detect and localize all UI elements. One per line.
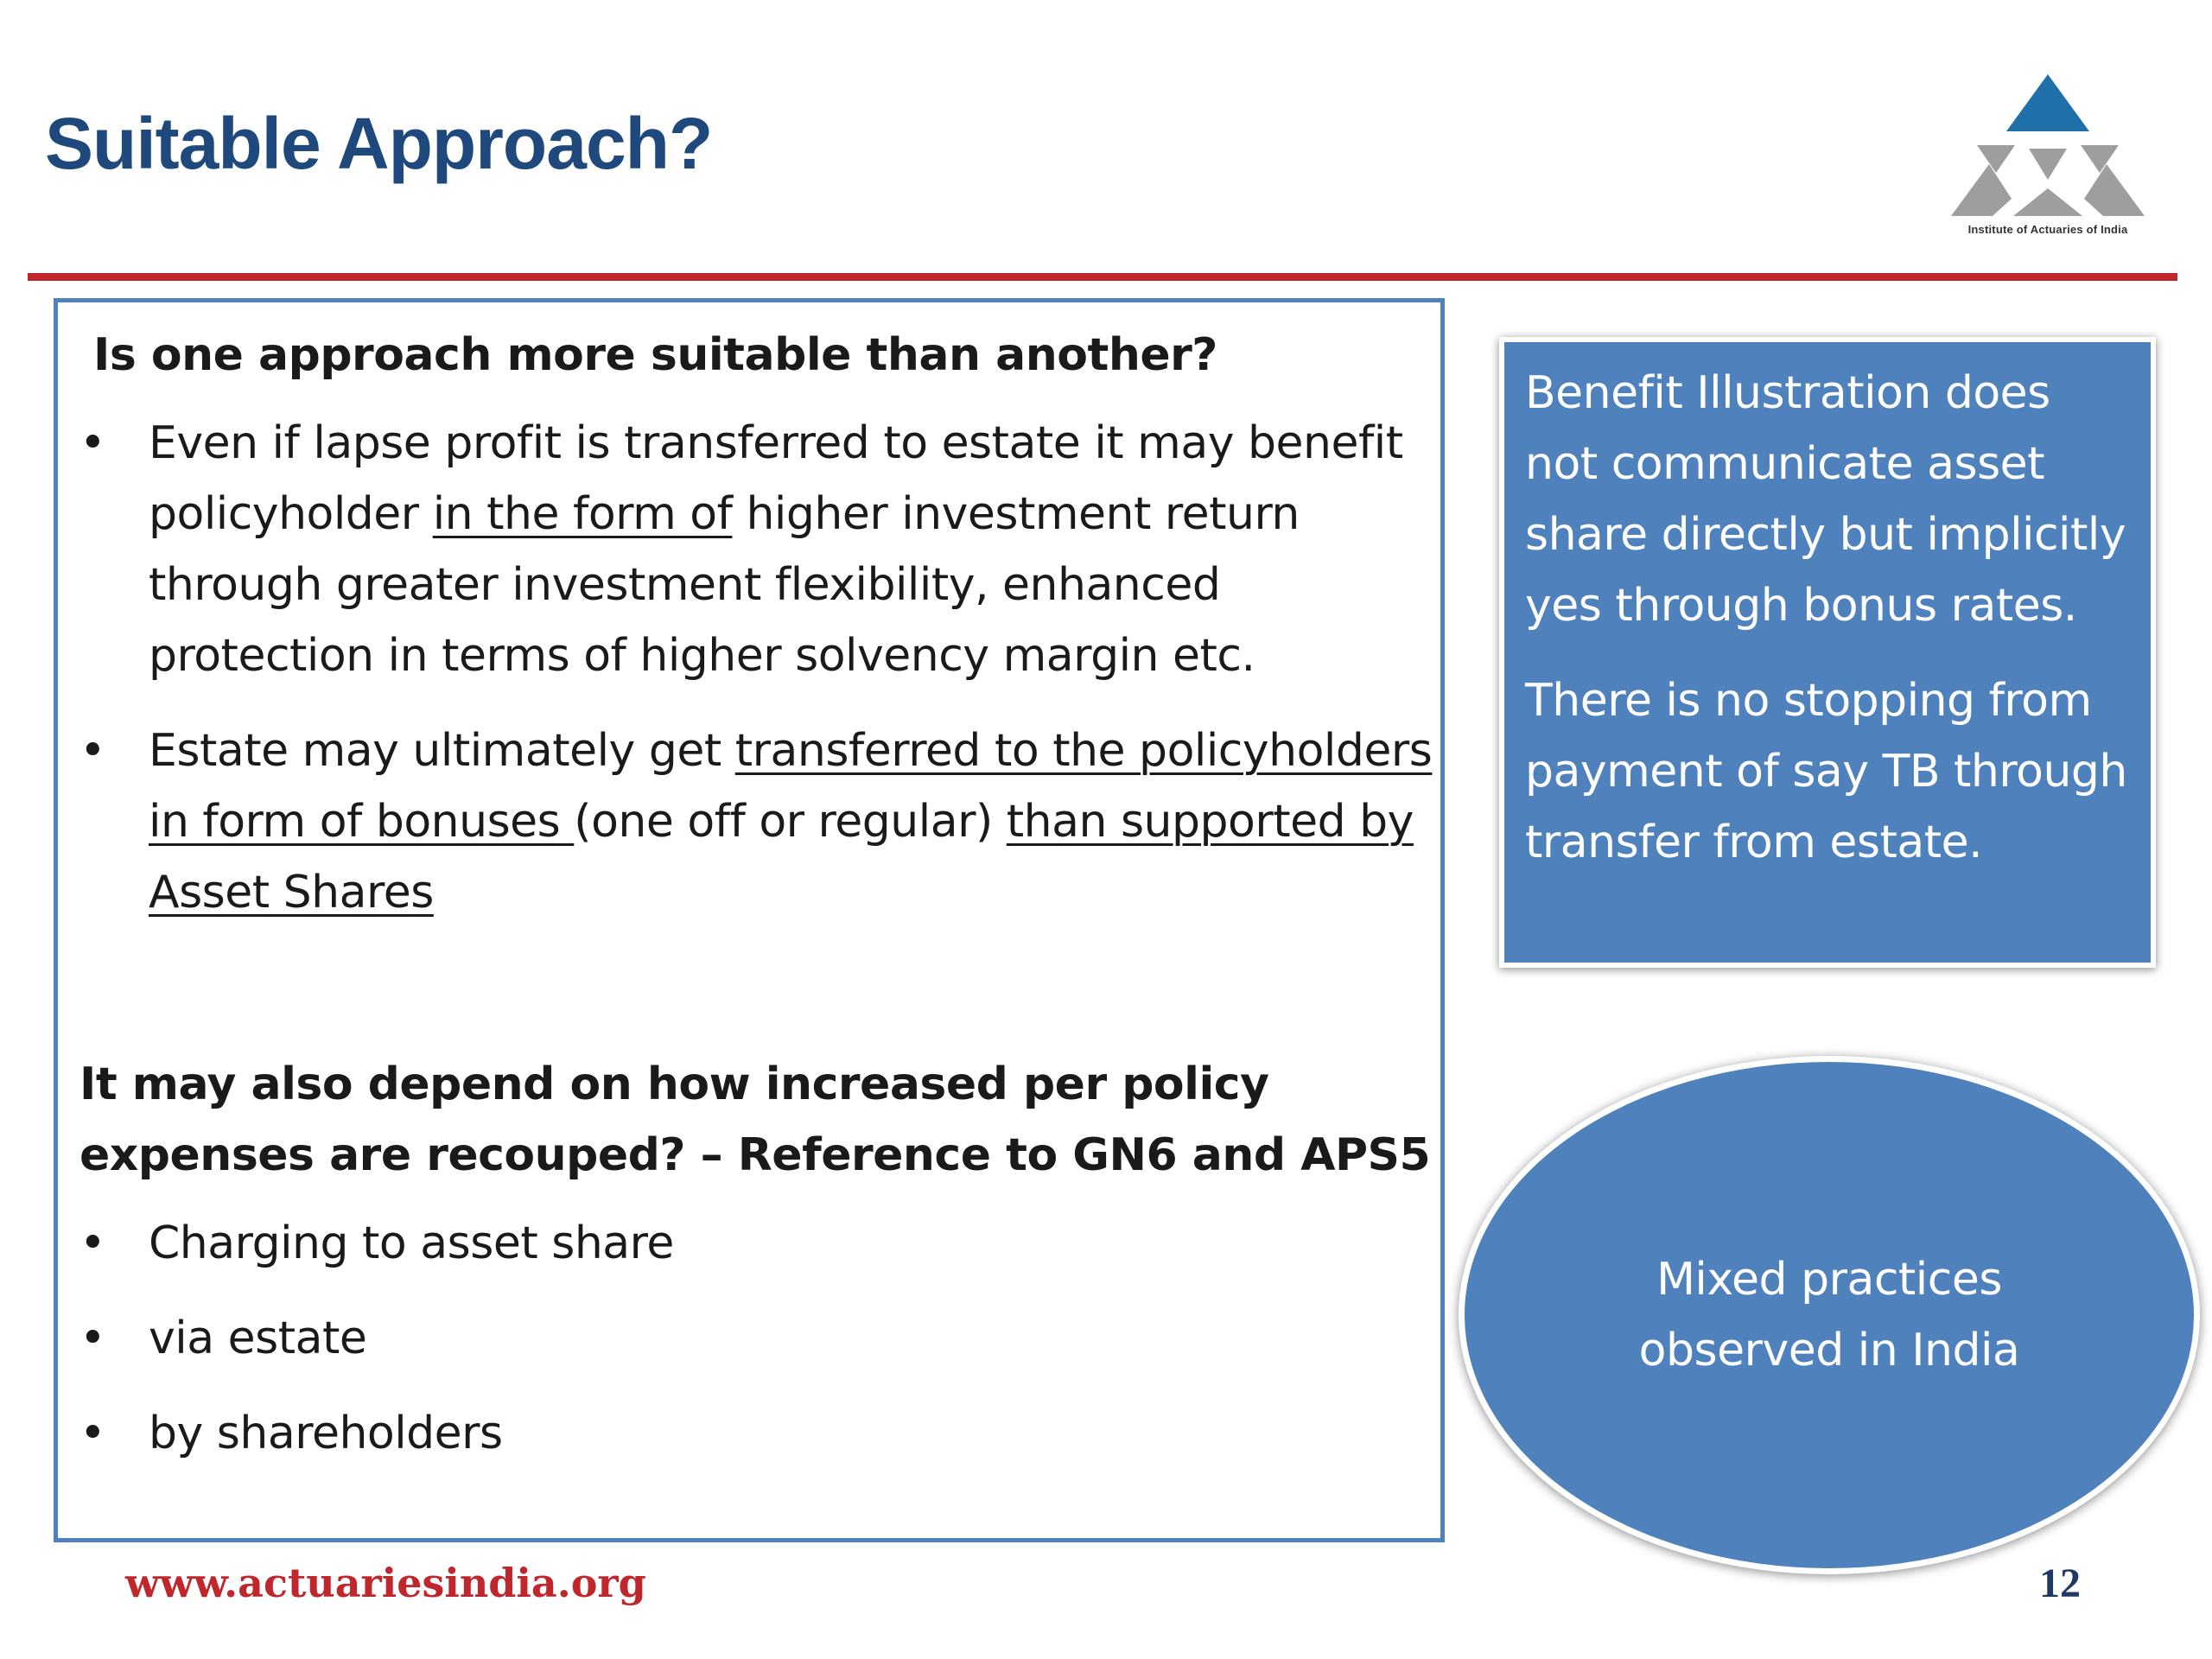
underlined-text: transferred to the policyholders in form of bonuses — [149, 725, 1433, 848]
approach-bullets — [79, 408, 1436, 928]
bullet-estate-transfer — [79, 715, 1436, 928]
mixed-practices-ellipse — [1459, 1056, 2200, 1574]
expense-options-list — [79, 1208, 1436, 1469]
expenses-heading: It may also depend on how increased per policy expenses are recouped? – Reference to GN6 and APS5 — [79, 1058, 1431, 1181]
title-divider — [28, 273, 2177, 281]
list-item: • Charging to asset share — [79, 1208, 1436, 1279]
bullet-text: (one off or regular) — [574, 796, 1007, 848]
question-heading: Is one approach more suitable than another? — [93, 329, 1217, 381]
benefit-illustration-box — [1499, 337, 2156, 968]
page-number: 12 — [2039, 1560, 2081, 1606]
slide-title: Suitable Approach? — [45, 103, 713, 184]
bullet-text: Even if lapse profit is transferred to estate it may benefit policyholder — [149, 417, 1403, 540]
underlined-text: than supported by Asset Shares — [149, 796, 1414, 918]
bullet-text: higher investment return through greater investment flexibility, enhanced protection in terms of higher solvency margin etc. — [149, 488, 1300, 682]
ellipse-text-line: Mixed practices — [1656, 1254, 2002, 1306]
logo-caption: Institute of Actuaries of India — [1967, 223, 2128, 236]
list-item: • via estate — [79, 1303, 1436, 1374]
institute-logo — [1936, 69, 2160, 242]
main-content-box — [54, 298, 1445, 1542]
footer-website-link[interactable]: www.actuariesindia.org — [125, 1560, 646, 1606]
ellipse-text-line: observed in India — [1638, 1325, 2020, 1376]
side-box-paragraph: There is no stopping from payment of say TB through transfer from estate. — [1525, 675, 2127, 868]
side-box-paragraph: Benefit Illustration does not communicate asset share directly but implicitly yes through bonus rates. — [1525, 367, 2126, 632]
bullet-text: Estate may ultimately get — [149, 725, 735, 777]
list-item: • by shareholders — [79, 1398, 1436, 1469]
bullet-lapse-profit — [79, 408, 1436, 691]
underlined-text: in the form of — [432, 488, 733, 540]
